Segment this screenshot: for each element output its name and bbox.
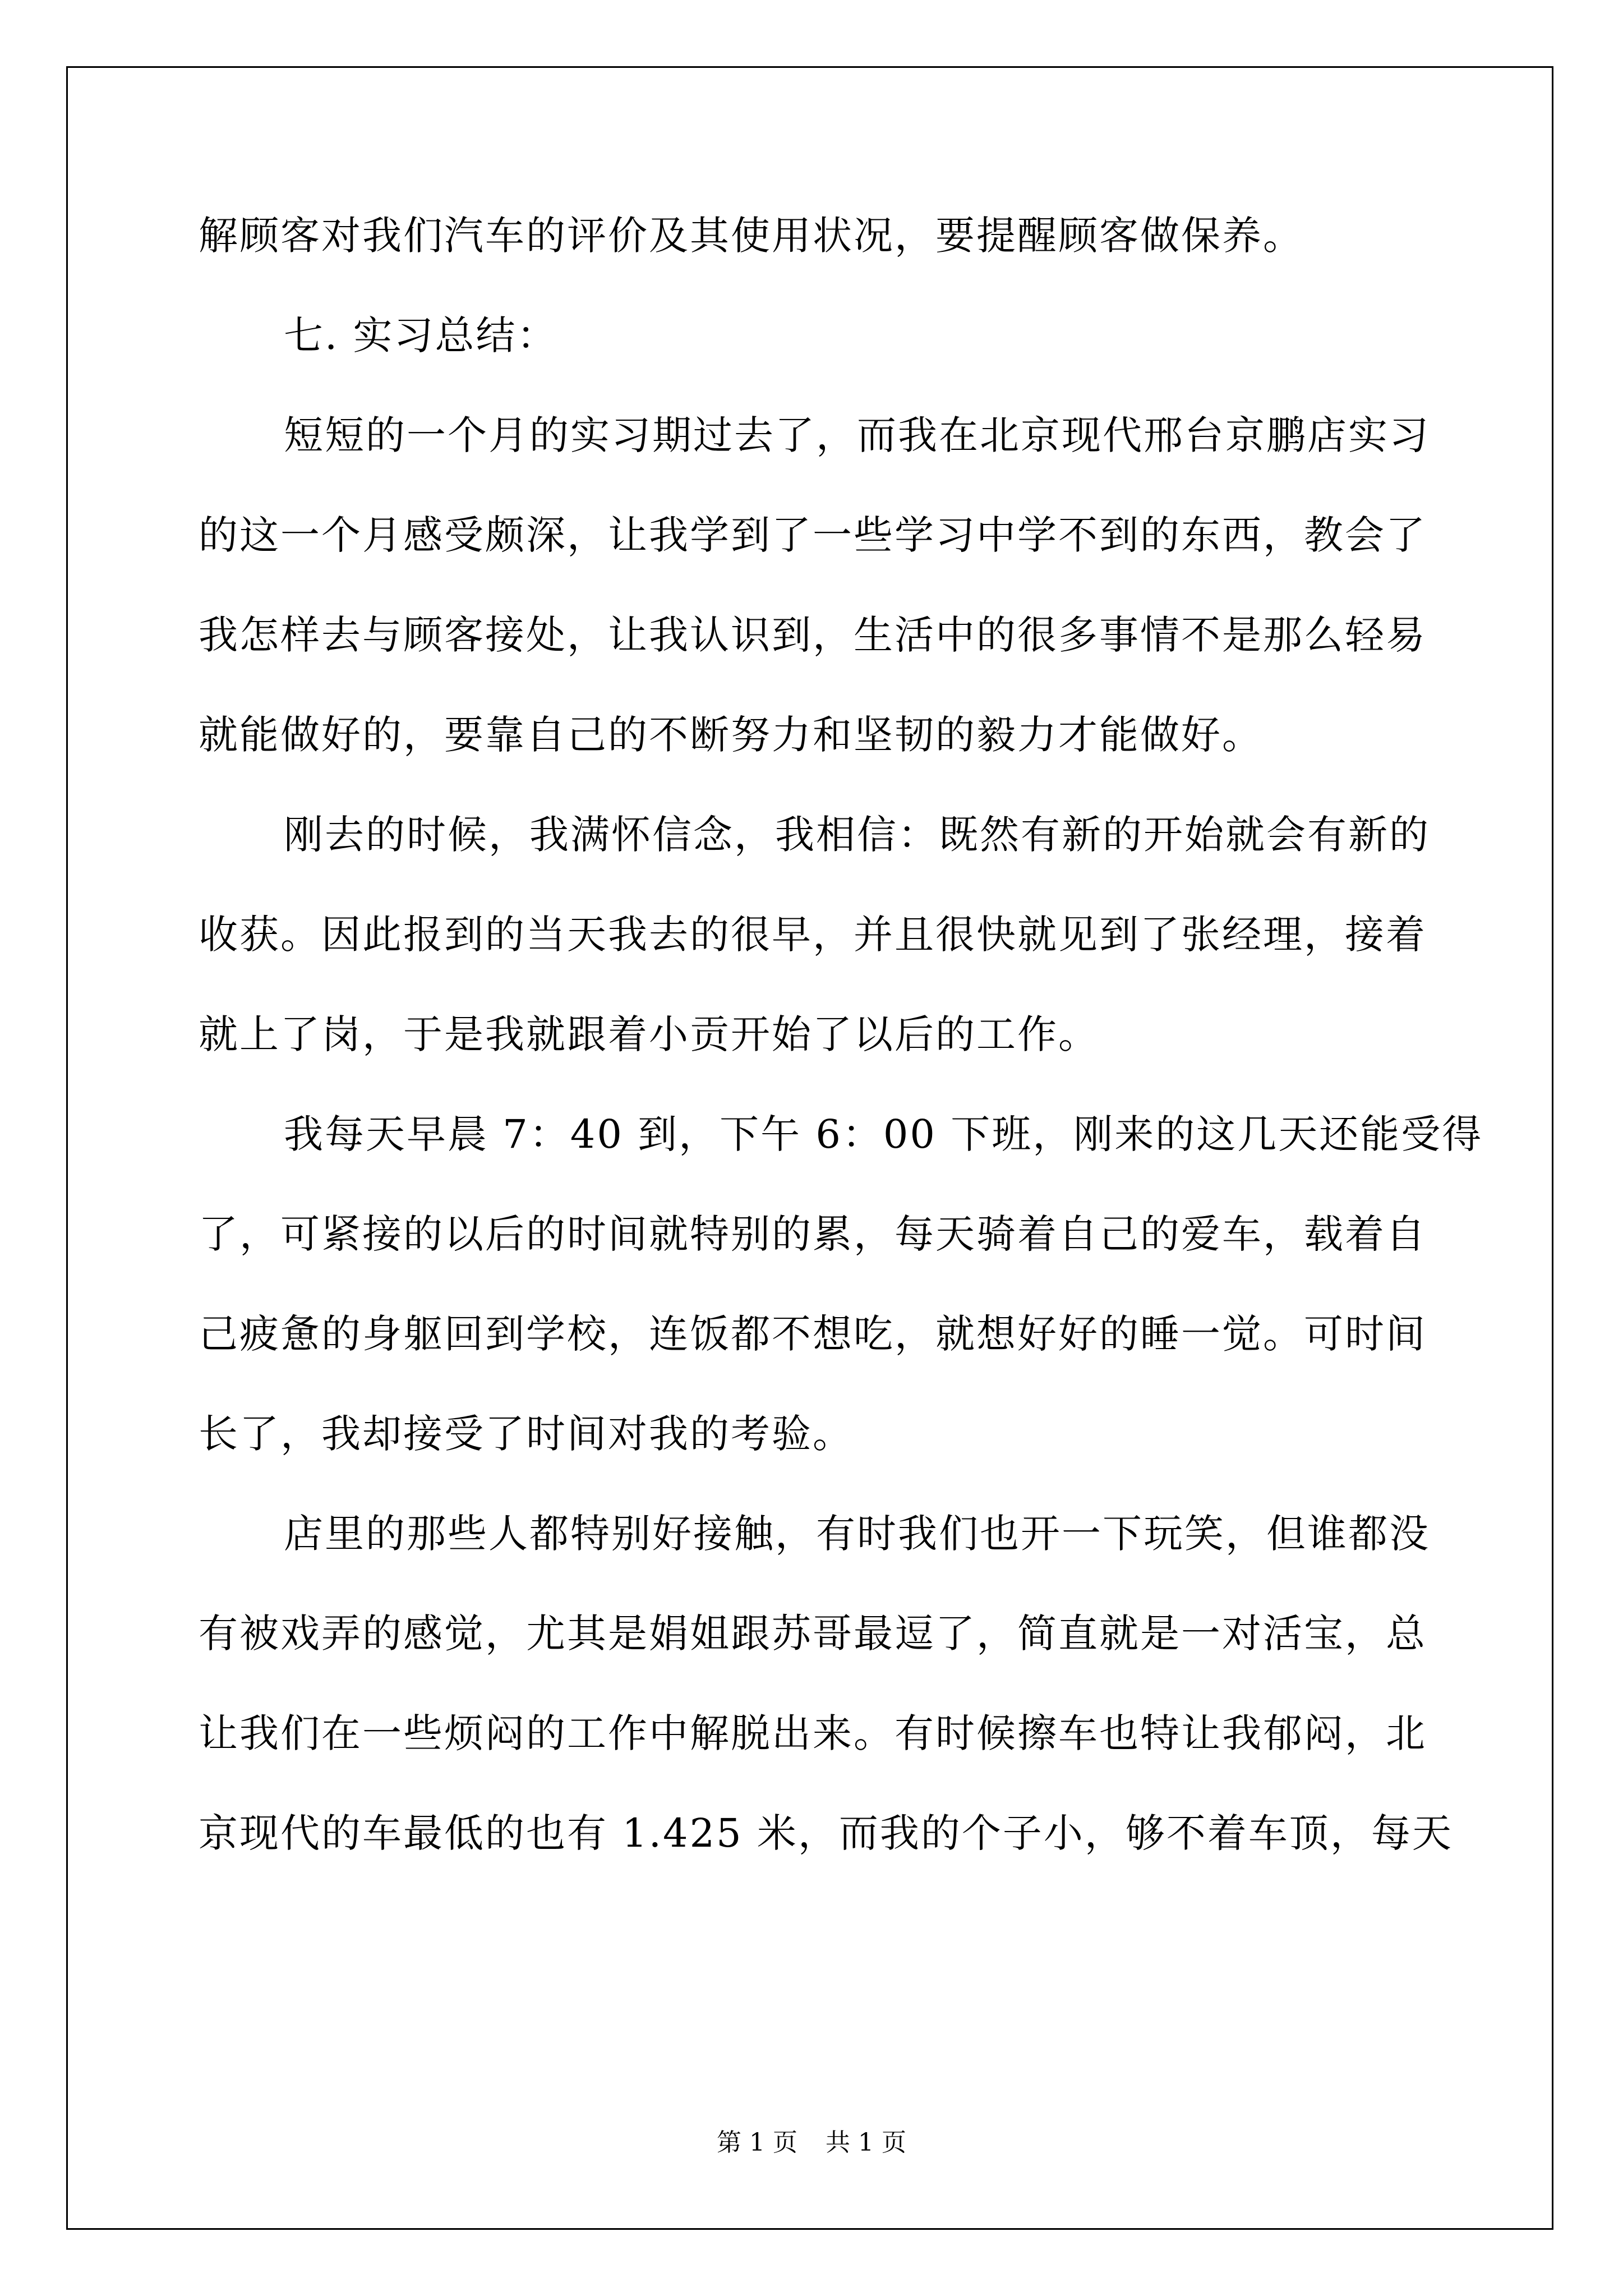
document-body — [199, 208, 1483, 1861]
page-total: 共 1 页 — [826, 2128, 906, 2157]
text-line: 有被戏弄的感觉，尤其是娟姐跟苏哥最逗了，简直就是一对活宝，总 — [199, 1611, 1427, 1657]
text-line: 短短的一个月的实习期过去了，而我在北京现代邢台京鹏店实习 — [284, 412, 1430, 458]
text-line: 刚去的时候，我满怀信念，我相信：既然有新的开始就会有新的 — [284, 812, 1430, 858]
section-heading: 七. 实习总结： — [284, 312, 558, 358]
text-line: 的这一个月感受颇深，让我学到了一些学习中学不到的东西，教会了 — [199, 512, 1427, 558]
text-line: 店里的那些人都特别好接触，有时我们也开一下玩笑，但谁都没 — [284, 1511, 1430, 1557]
text-line: 我怎样去与顾客接处，让我认识到，生活中的很多事情不是那么轻易 — [199, 612, 1427, 658]
text-line: 京现代的车最低的也有 1.425 米，而我的个子小，够不着车顶，每天 — [199, 1810, 1453, 1856]
text-line: 解顾客对我们汽车的评价及其使用状况，要提醒顾客做保养。 — [199, 213, 1304, 259]
page-footer — [0, 2126, 1623, 2160]
text-line: 收获。因此报到的当天我去的很早，并且很快就见到了张经理，接着 — [199, 912, 1427, 958]
text-line: 让我们在一些烦闷的工作中解脱出来。有时候擦车也特让我郁闷，北 — [199, 1710, 1427, 1756]
text-line: 就上了岗，于是我就跟着小贡开始了以后的工作。 — [199, 1011, 1099, 1057]
text-line: 己疲惫的身躯回到学校，连饭都不想吃，就想好好的睡一觉。可时间 — [199, 1311, 1427, 1357]
text-line: 就能做好的，要靠自己的不断努力和坚韧的毅力才能做好。 — [199, 712, 1263, 758]
text-line: 我每天早晨 7：40 到，下午 6：00 下班，刚来的这几天还能受得 — [284, 1111, 1483, 1157]
text-line: 了，可紧接的以后的时间就特别的累，每天骑着自己的爱车，载着自 — [199, 1211, 1427, 1257]
text-line: 长了，我却接受了时间对我的考验。 — [199, 1411, 854, 1457]
page-number: 第 1 页 — [717, 2128, 797, 2157]
